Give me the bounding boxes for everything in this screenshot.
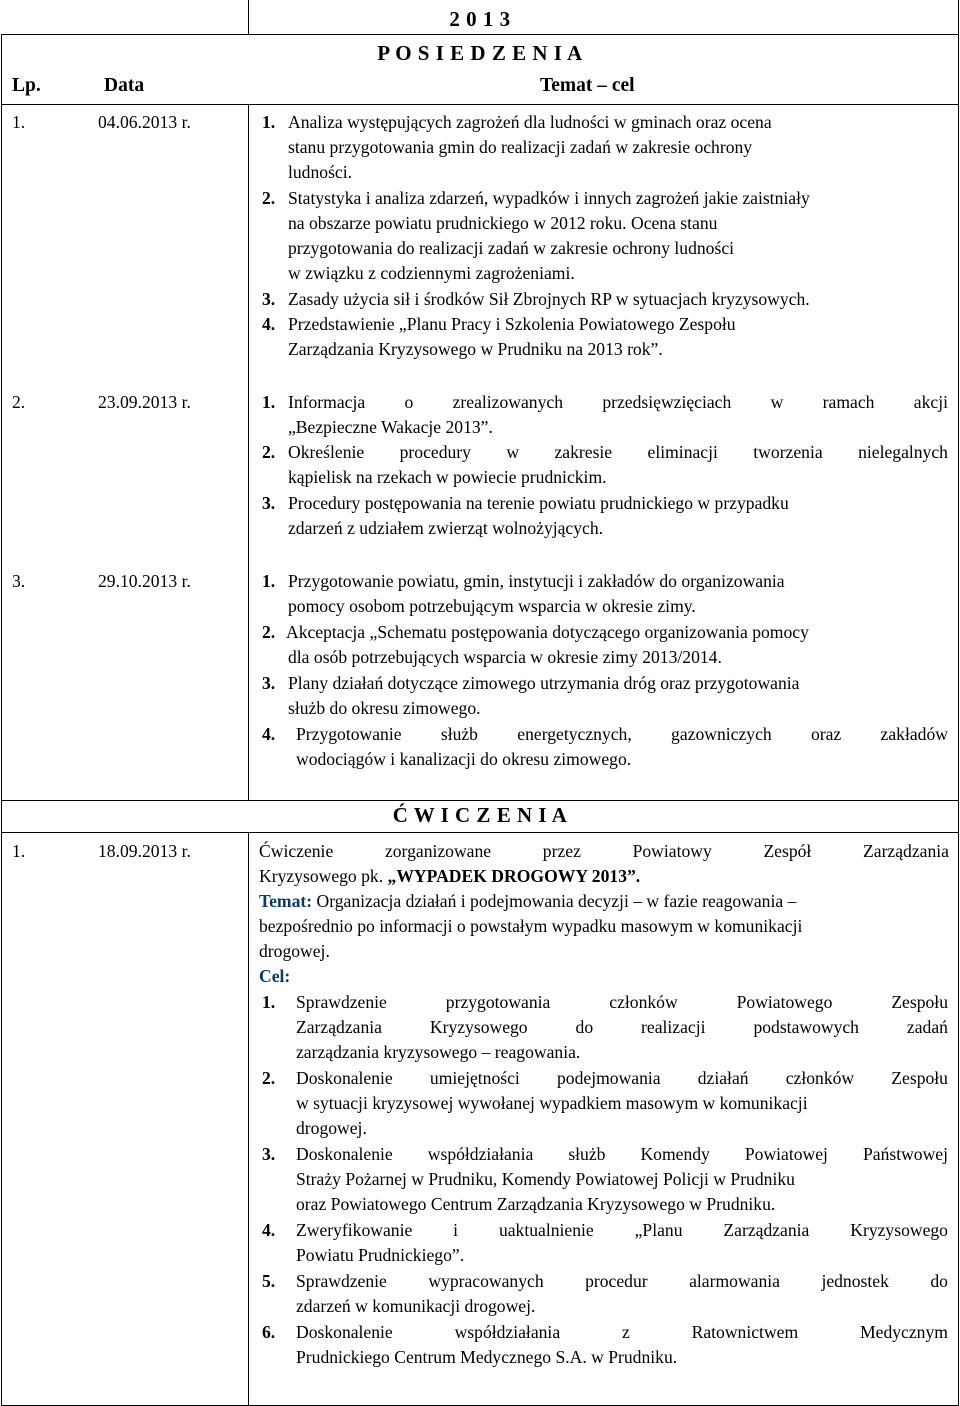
meeting-2-lp: 2. <box>12 392 26 412</box>
word: członków <box>785 1068 855 1088</box>
meeting-3-lp: 3. <box>12 571 26 591</box>
section-title: P O S I E D Z E N I A <box>377 41 583 65</box>
meeting-2-item-1-line: „Bezpieczne Wakacje 2013”. <box>288 417 493 437</box>
word: Zweryfikowanie <box>296 1220 413 1240</box>
word: do <box>930 1271 948 1291</box>
goal-4-line: Powiatu Prudnickiego”. <box>296 1245 465 1265</box>
meeting-3-item-4-line-justified <box>296 724 948 744</box>
word: zadań <box>906 1017 948 1037</box>
meeting-3-item-3-line: służb do okresu zimowego. <box>288 698 481 718</box>
word: Doskonalenie <box>296 1144 393 1164</box>
rule-exercise-header-bottom <box>1 832 959 833</box>
meeting-1-item-2-line: Statystyka i analiza zdarzeń, wypadków i innych zagrożeń jakie zaistniały <box>288 188 810 208</box>
meeting-2-item-1-line-justified <box>288 392 948 412</box>
word: Państwowej <box>862 1144 948 1164</box>
word: Powiatowy <box>632 841 712 861</box>
word: z <box>621 1322 630 1342</box>
word: Komendy <box>640 1144 710 1164</box>
goal-2-line: w sytuacji kryzysowej wywołanej wypadkiem masowym w komunikacji <box>296 1093 808 1113</box>
word: procedury <box>399 442 471 462</box>
meeting-1-item-2-line: przygotowania do realizacji zadań w zakresie ochrony ludności <box>288 238 735 258</box>
rule-top <box>1 34 959 35</box>
meeting-1-lp: 1. <box>12 112 26 132</box>
word: Powiatowej <box>744 1144 828 1164</box>
word: Medycznym <box>860 1322 948 1342</box>
temat-text: Organizacja działań i podejmowania decyzji – w fazie reagowania – <box>316 891 797 911</box>
word: Kryzysowego <box>850 1220 948 1240</box>
cel-label: Cel: <box>259 966 291 986</box>
word: przedsięwzięciach <box>602 392 732 412</box>
meeting-1-item-2-line: na obszarze powiatu prudnickiego w 2012 roku. Ocena stanu <box>288 213 718 233</box>
goal-1-num: 1. <box>262 992 276 1012</box>
exercise-temat-line-1 <box>259 891 796 911</box>
col-header-topic: Temat – cel <box>540 75 635 96</box>
word: współdziałania <box>454 1322 561 1342</box>
word: ramach <box>822 392 875 412</box>
exercise-intro-prefix: Kryzysowego pk. <box>259 866 384 886</box>
word: wypracowanych <box>428 1271 544 1291</box>
meeting-1-item-1-num: 1. <box>262 112 276 132</box>
word: podejmowania <box>557 1068 661 1088</box>
meeting-2-item-3-num: 3. <box>262 493 276 513</box>
meeting-2-item-2-line: kąpielisk na rzekach w powiecie prudnickim. <box>288 467 607 487</box>
meeting-1-item-4-line: Przedstawienie „Planu Pracy i Szkolenia Powiatowego Zespołu <box>288 314 736 334</box>
word: energetycznych, <box>517 724 632 744</box>
word: tworzenia <box>753 442 823 462</box>
word: Ratownictwem <box>691 1322 799 1342</box>
goal-6-line-justified <box>296 1322 948 1342</box>
word: Zarządzania <box>863 841 949 861</box>
goal-3-line: oraz Powiatowego Centrum Zarządzania Kryzysowego w Prudniku. <box>296 1194 776 1214</box>
meeting-2-item-2-num: 2. <box>262 442 276 462</box>
temat-label: Temat: <box>259 891 313 911</box>
word: Zespołu <box>891 992 948 1012</box>
exercise-code-name: „WYPADEK DROGOWY 2013”. <box>387 866 641 886</box>
word: jednostek <box>821 1271 889 1291</box>
rule-col-divider <box>248 104 249 800</box>
meeting-1-item-3-line: Zasady użycia sił i środków Sił Zbrojnych RP w sytuacjach kryzysowych. <box>288 289 810 309</box>
word: Informacja <box>288 392 366 412</box>
word: zakresie <box>554 442 613 462</box>
exercise-temat-line: bezpośrednio po informacji o powstałym wypadku masowym w komunikacji <box>259 916 803 936</box>
col-header-date: Data <box>104 75 145 96</box>
word: oraz <box>810 724 842 744</box>
goal-5-num: 5. <box>262 1271 276 1291</box>
word: Zespołu <box>891 1068 948 1088</box>
rule-left <box>1 34 2 1405</box>
word: zrealizowanych <box>452 392 564 412</box>
goal-3-num: 3. <box>262 1144 276 1164</box>
word: do <box>575 1017 594 1037</box>
meeting-1-item-2-num: 2. <box>262 188 276 208</box>
goal-5-line-justified <box>296 1271 948 1291</box>
word: podstawowych <box>753 1017 859 1037</box>
word: „Planu <box>634 1220 683 1240</box>
exercise-date: 18.09.2013 r. <box>98 841 191 861</box>
word: uaktualnienie <box>498 1220 594 1240</box>
word: procedur <box>585 1271 648 1291</box>
goal-1-line: zarządzania kryzysowego – reagowania. <box>296 1042 581 1062</box>
meeting-1-item-3-num: 3. <box>262 289 276 309</box>
exercise-temat-line: drogowej. <box>259 941 330 961</box>
word: Kryzysowego <box>429 1017 528 1037</box>
word: gazowniczych <box>671 724 772 744</box>
meeting-1-item-1-line: Analiza występujących zagrożeń dla ludności w gminach oraz ocena <box>288 112 772 132</box>
meeting-2-item-2-line-justified <box>288 442 948 462</box>
goal-5-line: zdarzeń w komunikacji drogowej. <box>296 1296 536 1316</box>
meeting-1-date: 04.06.2013 r. <box>98 112 191 132</box>
rule-right <box>958 0 959 1405</box>
meeting-3-item-3-num: 3. <box>262 673 276 693</box>
word: alarmowania <box>689 1271 780 1291</box>
goal-2-line-justified <box>296 1068 948 1088</box>
goal-3-line: Straży Pożarnej w Prudniku, Komendy Powiatowej Policji w Prudniku <box>296 1169 795 1189</box>
word: i <box>453 1220 459 1240</box>
word: eliminacji <box>647 442 718 462</box>
meeting-3-item-1-num: 1. <box>262 571 276 591</box>
word: Zarządzania <box>723 1220 810 1240</box>
word: umiejętności <box>429 1068 520 1088</box>
goal-6-line: Prudnickiego Centrum Medycznego S.A. w Prudniku. <box>296 1347 678 1367</box>
word: Ćwiczenie <box>259 841 334 861</box>
meeting-3-item-3-line: Plany działań dotyczące zimowego utrzymania dróg oraz przygotowania <box>288 673 800 693</box>
goal-4-num: 4. <box>262 1220 276 1240</box>
word: Doskonalenie <box>296 1068 393 1088</box>
goal-2-num: 2. <box>262 1068 276 1088</box>
goal-4-line-justified <box>296 1220 948 1240</box>
goal-1-line-justified <box>296 1017 948 1037</box>
exercise-lp: 1. <box>12 841 26 861</box>
rule-section-break <box>1 800 959 801</box>
meeting-2-item-1-num: 1. <box>262 392 276 412</box>
word: nielegalnych <box>858 442 948 462</box>
col-header-lp: Lp. <box>12 75 41 96</box>
word: Zarządzania <box>296 1017 382 1037</box>
goal-6-num: 6. <box>262 1322 276 1342</box>
word: akcji <box>913 392 948 412</box>
meeting-1-item-4-num: 4. <box>262 314 276 334</box>
exercise-intro-justified <box>259 841 949 861</box>
word: Sprawdzenie <box>296 1271 387 1291</box>
meeting-3-item-2-num: 2. <box>262 622 276 642</box>
goal-2-line: drogowej. <box>296 1118 367 1138</box>
rule-col-divider-exercise <box>248 832 249 1405</box>
meeting-3-item-4-num: 4. <box>262 724 276 744</box>
word: o <box>404 392 414 412</box>
word: realizacji <box>641 1017 706 1037</box>
meeting-3-item-4-line: wodociągów i kanalizacji do okresu zimowego. <box>296 749 632 769</box>
word: zorganizowane <box>384 841 492 861</box>
meeting-2-date: 23.09.2013 r. <box>98 392 191 412</box>
meeting-3-item-1-line: Przygotowanie powiatu, gmin, instytucji i zakładów do organizowania <box>288 571 785 591</box>
meeting-3-item-2-line: dla osób potrzebujących wsparcia w okresie zimy 2013/2014. <box>288 647 722 667</box>
word: zakładów <box>880 724 948 744</box>
word: Sprawdzenie <box>296 992 387 1012</box>
word: członków <box>609 992 678 1012</box>
rule-header-bottom <box>1 104 959 105</box>
meeting-3-date: 29.10.2013 r. <box>98 571 191 591</box>
meeting-3-item-1-line: pomocy osobom potrzebującym wsparcia w okresie zimy. <box>288 596 696 616</box>
exercises-title: Ć W I C Z E N I A <box>392 803 568 827</box>
word: działań <box>697 1068 749 1088</box>
exercise-intro-line-2 <box>259 866 640 886</box>
meeting-2-item-3-line: Procedury postępowania na terenie powiatu prudnickiego w przypadku <box>288 493 789 513</box>
meeting-1-item-2-line: w związku z codziennymi zagrożeniami. <box>288 263 575 283</box>
word: przez <box>542 841 581 861</box>
word: służb <box>568 1144 606 1164</box>
word: Powiatowego <box>736 992 833 1012</box>
meeting-1-item-1-line: stanu przygotowania gmin do realizacji zadań w zakresie ochrony <box>288 137 753 157</box>
meeting-2-item-3-line: zdarzeń z udziałem zwierząt wolnożyjących. <box>288 518 604 538</box>
word: w <box>770 392 784 412</box>
word: Przygotowanie <box>296 724 402 744</box>
word: Doskonalenie <box>296 1322 393 1342</box>
goal-3-line-justified <box>296 1144 948 1164</box>
word: Określenie <box>288 442 365 462</box>
meeting-3-item-2-line: Akceptacja „Schematu postępowania dotyczącego organizowania pomocy <box>286 622 809 642</box>
goal-1-line-justified <box>296 992 948 1012</box>
word: przygotowania <box>445 992 551 1012</box>
meeting-1-item-4-line: Zarządzania Kryzysowego w Prudniku na 2013 rok”. <box>288 339 663 359</box>
word: w <box>506 442 520 462</box>
word: Zespół <box>763 841 812 861</box>
word: służb <box>440 724 478 744</box>
year-title: 2 0 1 3 <box>449 7 511 31</box>
meeting-1-item-1-line: ludności. <box>288 162 353 182</box>
word: współdziałania <box>427 1144 534 1164</box>
